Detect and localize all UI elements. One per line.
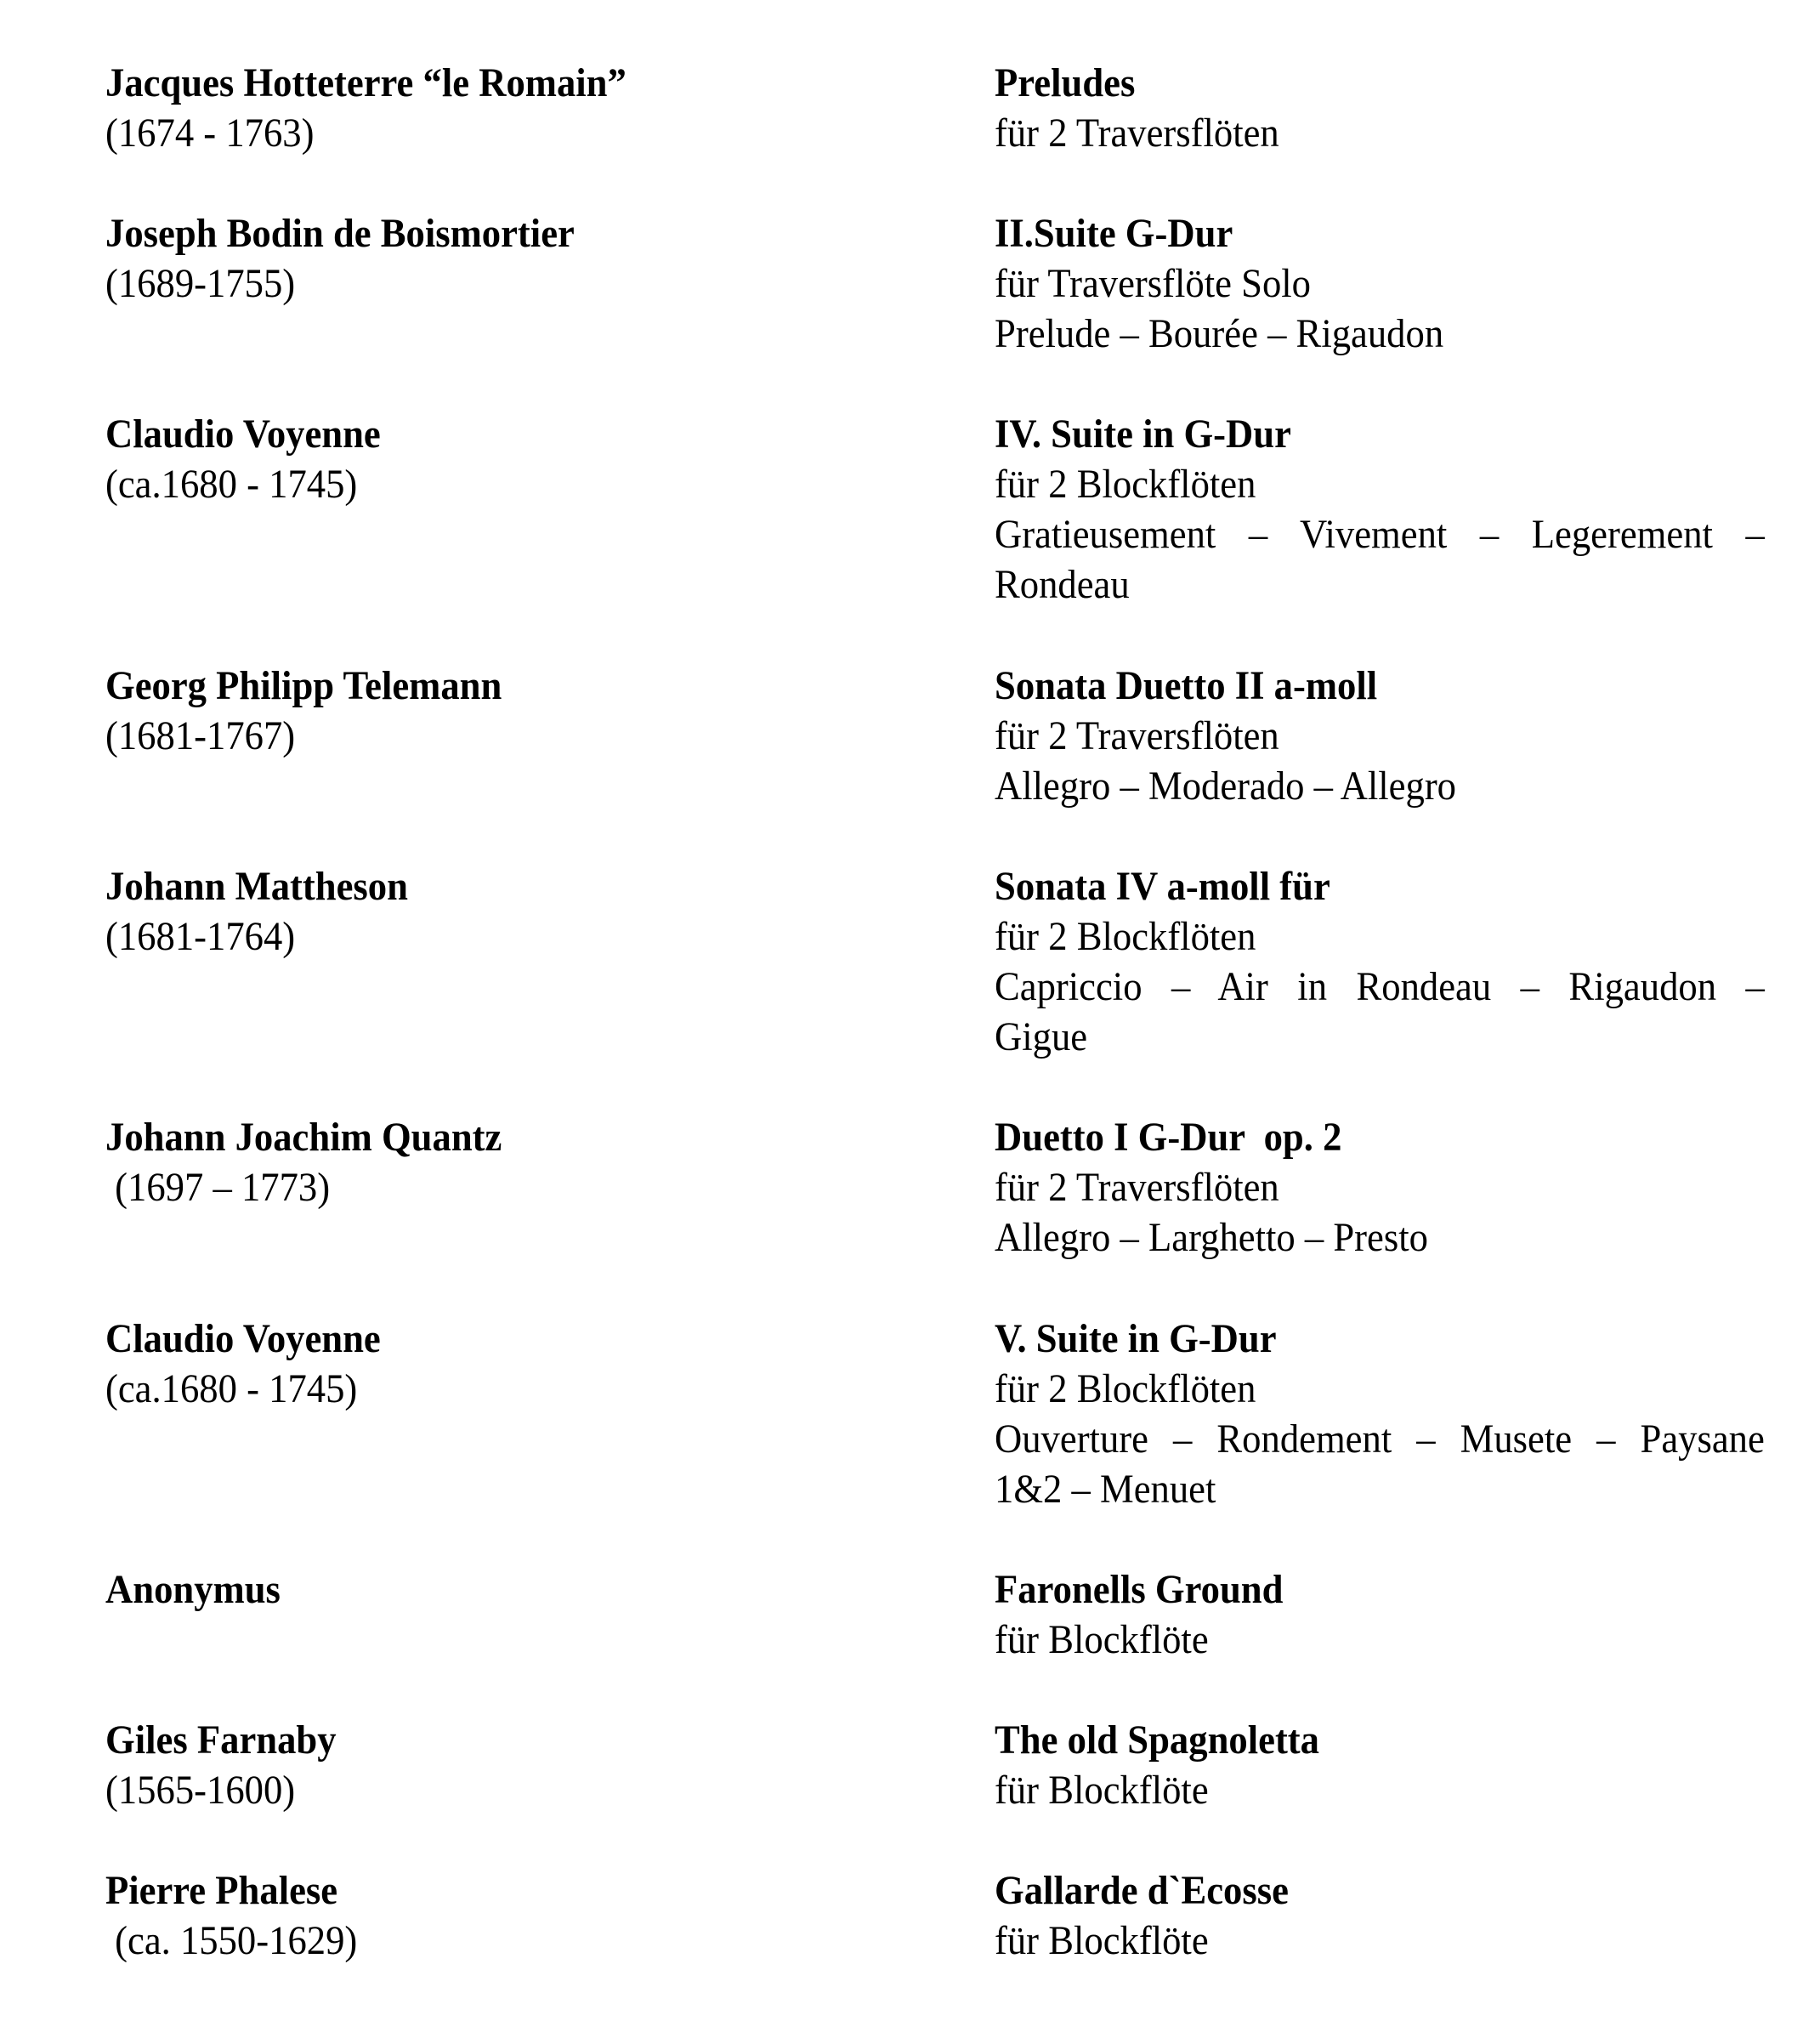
composer-dates: (1681-1767) (105, 713, 296, 758)
work-movements: Rondeau (995, 562, 1130, 607)
composer-dates: (ca.1680 - 1745) (105, 462, 358, 507)
composer-name: Johann Joachim Quantz (105, 1115, 502, 1160)
work-movements: Capriccio – Air in Rondeau – Rigaudon – (995, 964, 1765, 1009)
work-instrumentation: für Blockflöte (995, 1768, 1209, 1813)
composer-name: Joseph Bodin de Boismortier (105, 211, 575, 256)
composer-name: Claudio Voyenne (105, 412, 381, 457)
composer-name: Johann Mattheson (105, 864, 408, 909)
work-movements: Prelude – Bourée – Rigaudon (995, 311, 1444, 356)
composer-name: Anonymus (105, 1567, 281, 1612)
work-title: Faronells Ground (995, 1567, 1284, 1612)
work-title: V. Suite in G-Dur (995, 1316, 1277, 1361)
work-movements: 1&2 – Menuet (995, 1467, 1216, 1512)
work-title: Sonata IV a-moll für (995, 864, 1330, 909)
composer-dates: (1565-1600) (105, 1768, 296, 1813)
work-title: Preludes (995, 60, 1136, 105)
work-instrumentation: für Blockflöte (995, 1617, 1209, 1662)
composer-dates: (1697 – 1773) (105, 1165, 331, 1210)
work-movements: Ouverture – Rondement – Musete – Paysane (995, 1416, 1765, 1462)
composer-name: Georg Philipp Telemann (105, 663, 502, 708)
composer-dates: (1689-1755) (105, 261, 296, 306)
work-title: Duetto I G-Dur op. 2 (995, 1115, 1342, 1160)
composer-name: Jacques Hotteterre “le Romain” (105, 60, 627, 105)
work-movements: Allegro – Moderado – Allegro (995, 764, 1457, 809)
work-title: The old Spagnoletta (995, 1717, 1319, 1763)
composer-dates: (1674 - 1763) (105, 111, 315, 156)
composer-name: Claudio Voyenne (105, 1316, 381, 1361)
work-instrumentation: für 2 Blockflöten (995, 914, 1256, 959)
work-movements: Gigue (995, 1014, 1088, 1059)
work-title: II.Suite G-Dur (995, 211, 1233, 256)
work-instrumentation: für 2 Blockflöten (995, 462, 1256, 507)
work-movements: Gratieusement – Vivement – Legerement – (995, 512, 1765, 557)
work-title: Gallarde d`Ecosse (995, 1868, 1289, 1913)
composer-name: Giles Farnaby (105, 1717, 337, 1763)
work-instrumentation: für 2 Traversflöten (995, 1165, 1279, 1210)
work-instrumentation: für 2 Traversflöten (995, 111, 1279, 156)
work-title: IV. Suite in G-Dur (995, 412, 1291, 457)
work-instrumentation: für 2 Traversflöten (995, 713, 1279, 758)
work-title: Sonata Duetto II a-moll (995, 663, 1378, 708)
composer-dates: (ca. 1550-1629) (105, 1918, 358, 1963)
work-instrumentation: für 2 Blockflöten (995, 1366, 1256, 1411)
composer-name: Pierre Phalese (105, 1868, 338, 1913)
composer-dates: (ca.1680 - 1745) (105, 1366, 358, 1411)
composer-dates: (1681-1764) (105, 914, 296, 959)
work-movements: Allegro – Larghetto – Presto (995, 1215, 1428, 1260)
work-instrumentation: für Blockflöte (995, 1918, 1209, 1963)
work-instrumentation: für Traversflöte Solo (995, 261, 1311, 306)
